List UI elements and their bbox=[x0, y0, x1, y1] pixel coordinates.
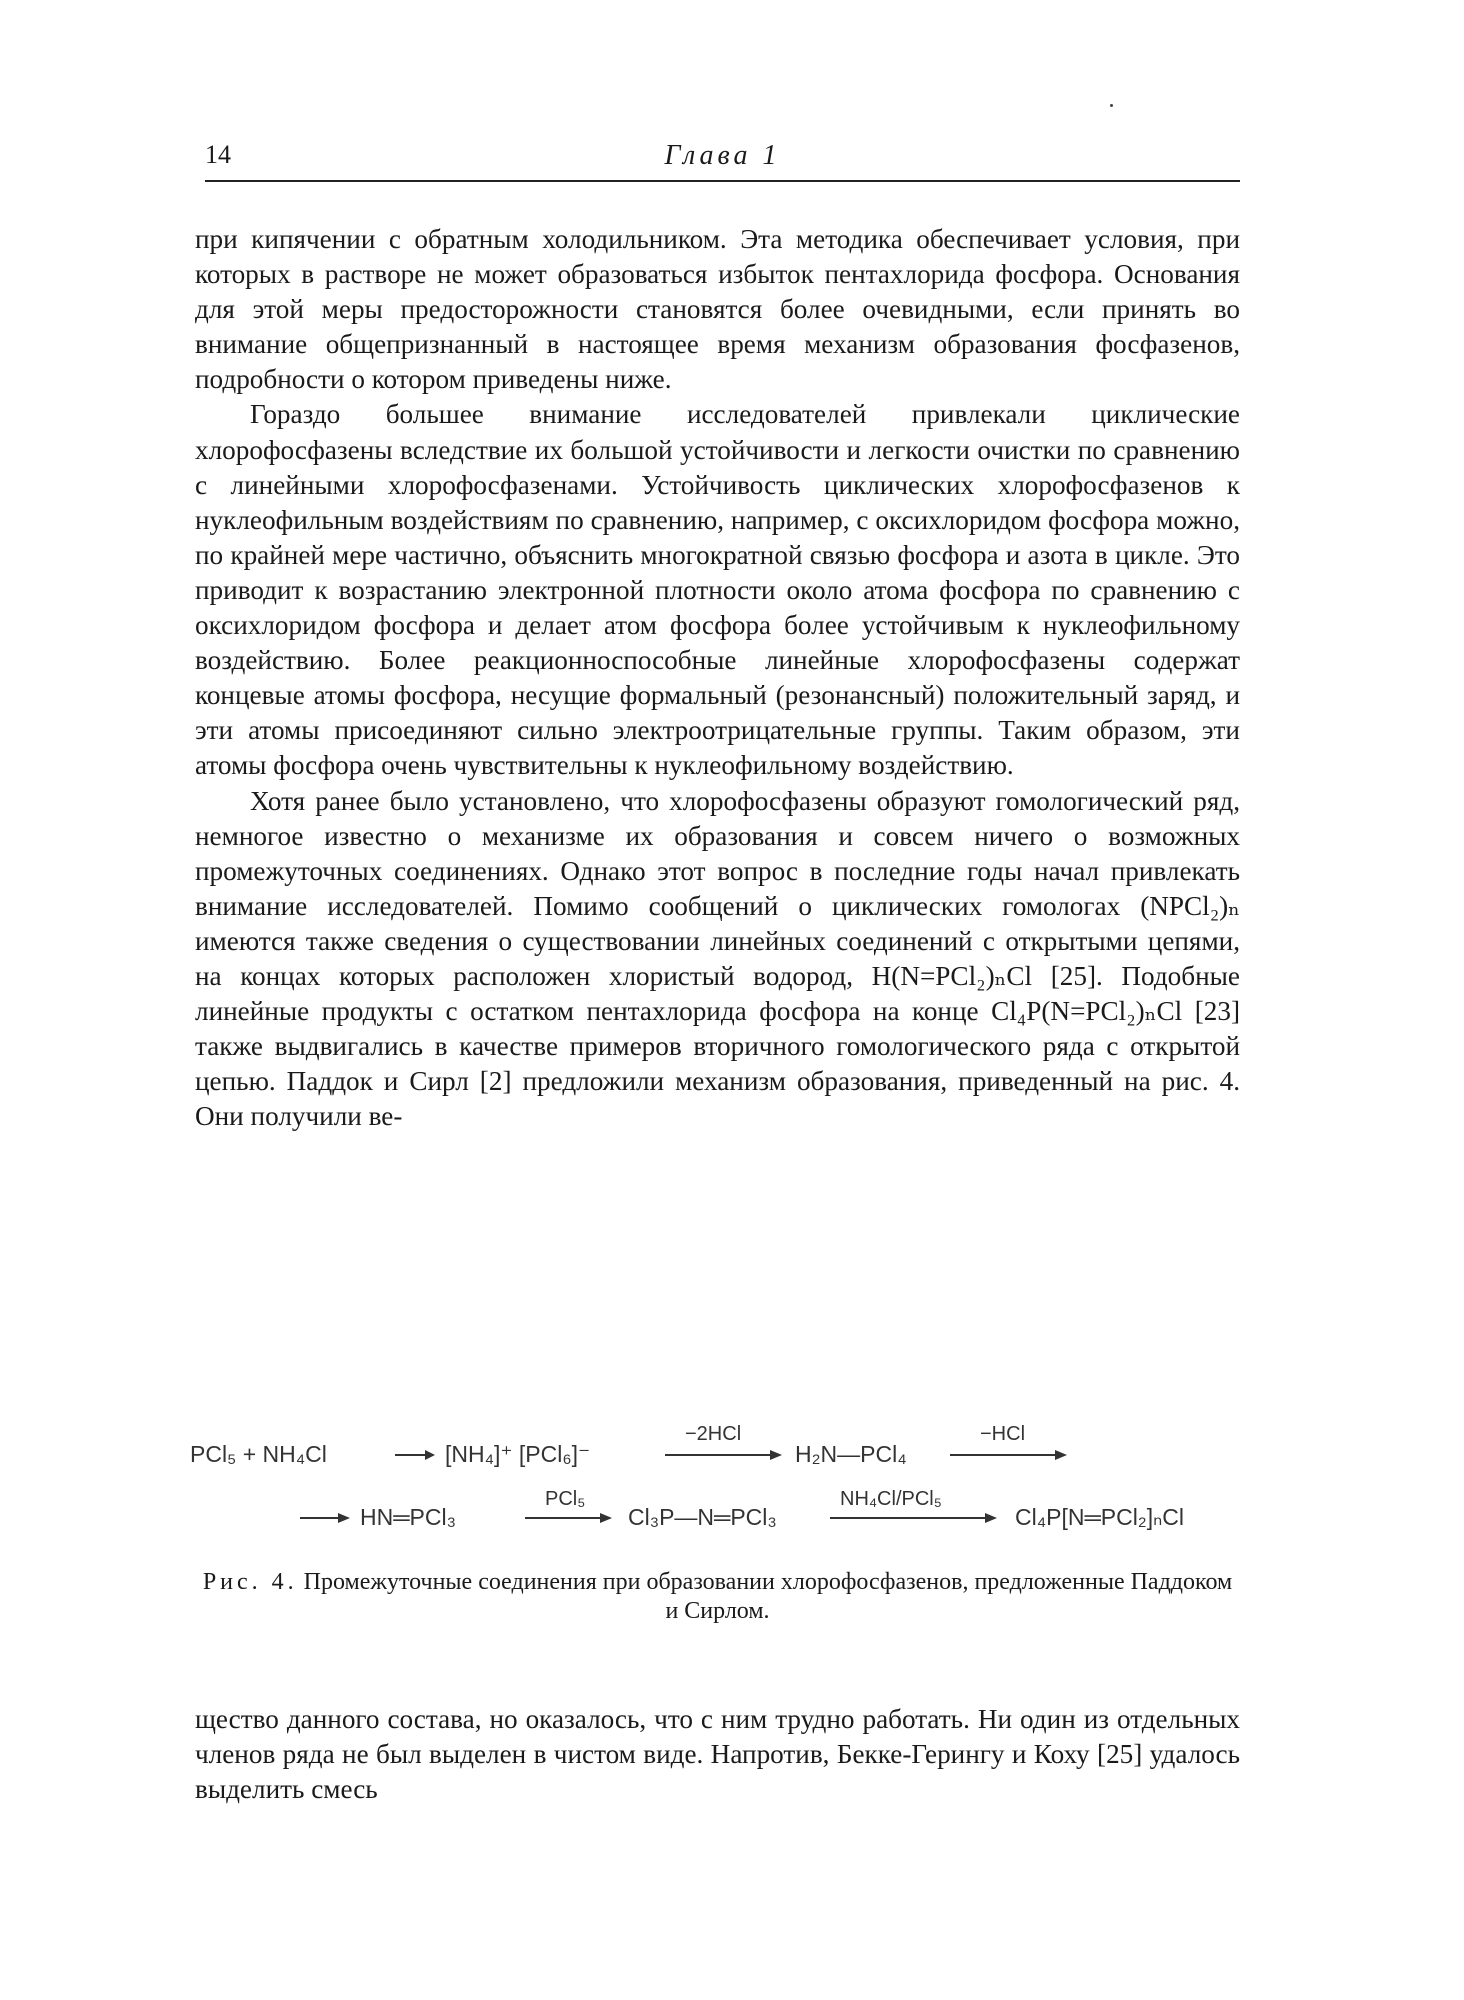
page-number: 14 bbox=[205, 140, 231, 169]
reactants: PCl₅ + NH₄Cl bbox=[190, 1441, 327, 1467]
arrow-label-pcl5: PCl₅ bbox=[545, 1488, 586, 1510]
paragraph-3: Хотя ранее было установлено, что хлорофосфазены образуют гомологический ряд, немногое известно о механизме их образования и совсем ничего о возможных промежуточных соединениях. Однако этот вопрос в последние годы начал привлекать внимание исследователей. Помимо сообщений о циклических гомологах (NPCl₂)ₙ имеются также сведения о существовании линейных соединений с открытыми цепями, на концах которых расположен хлористый водород, H(N=PCl₂)ₙCl [25]. Подобные линейные продукты с остатком пентахлорида фосфора на конце Cl₄P(N=PCl₂)ₙCl [23] также выдвигались в качестве примеров вторичного гомологического ряда с открытой цепью. Паддок и Сирл [2] предложили механизм образования, приведенный на рис. 4. Они получили ве- bbox=[195, 785, 1240, 1132]
paragraph-1: при кипячении с обратным холодильником. Эта методика обеспечивает условия, при которых в растворе не может образоваться избыток пентахлорида фосфора. Основания для этой меры предосторожности становятся более очевидными, если принять во внимание общепризнанный в настоящее время механизм образования фосфазенов, подробности о котором приведены ниже. bbox=[195, 224, 1240, 395]
arrow-label-minus-2hcl: −2HCl bbox=[685, 1423, 742, 1445]
chapter-title: Глава 1 bbox=[664, 140, 781, 171]
formula-cyclic: (NPCl₂)ₙ bbox=[1140, 890, 1240, 921]
figure-caption bbox=[195, 1568, 1240, 1626]
arrow-label-nh4cl-pcl5: NH₄Cl/PCl₅ bbox=[840, 1488, 942, 1510]
iminophosphorane: HN═PCl₃ bbox=[360, 1504, 456, 1530]
arrow-icon bbox=[525, 1513, 612, 1523]
figure-label: Рис. 4. bbox=[202, 1569, 298, 1595]
linear-dimer: Cl₃P—N═PCl₃ bbox=[628, 1504, 777, 1530]
salt-intermediate: [NH₄]⁺ [PCl₆]⁻ bbox=[445, 1441, 591, 1467]
arrow-label-minus-hcl: −HCl bbox=[980, 1423, 1026, 1445]
arrow-icon bbox=[300, 1513, 350, 1523]
arrow-icon bbox=[830, 1513, 997, 1523]
formula-linear-hcl: H(N=PCl₂)ₙCl bbox=[871, 960, 1033, 991]
paragraph-2: Гораздо большее внимание исследователей привлекали циклические хлорофосфазены вследствие их большой устойчивости и легкости очистки по сравнению с линейными хлорофосфазенами. Устойчивость циклических хлорофосфазенов к нуклеофильным воздействиям по сравнению, например, с оксихлоридом фосфора можно, по крайней мере частично, объяснить многократной связью фосфора и азота в цикле. Это приводит к возрастанию электронной плотности около атома фосфора по сравнению с оксихлоридом фосфора и делает атом фосфора более устойчивым к нуклеофильному воздействию. Более реакционноспособные линейные хлорофосфазены содержат концевые атомы фосфора, несущие формальный (резонансный) положительный заряд, и эти атомы присоединяют сильно электроотрицательные группы. Таким образом, эти атомы фосфора очень чувствительны к нуклеофильному воздействию. bbox=[195, 399, 1240, 781]
arrow-icon bbox=[395, 1450, 435, 1460]
arrow-icon bbox=[950, 1450, 1067, 1460]
linear-polymer: Cl₄P[N═PCl₂]ₙCl bbox=[1015, 1504, 1185, 1530]
aminophosphorane: H₂N—PCl₄ bbox=[795, 1441, 907, 1467]
scheme-row-2 bbox=[300, 1488, 1184, 1530]
speck bbox=[1110, 104, 1113, 107]
body-text-lower bbox=[195, 1702, 1240, 1807]
paragraph-4: щество данного состава, но оказалось, что с ним трудно работать. Ни один из отдельных членов ряда не был выделен в чистом виде. Напротив, Бекке-Герингу и Коху [25] удалось выделить смесь bbox=[195, 1704, 1240, 1805]
running-header bbox=[205, 140, 1240, 182]
scheme-row-1 bbox=[190, 1423, 1067, 1467]
figure-caption-text: Промежуточные соединения при образовании хлорофосфазенов, предложенные Паддоком и Сирлом. bbox=[303, 1569, 1233, 1624]
arrow-icon bbox=[665, 1450, 782, 1460]
body-text-upper bbox=[195, 222, 1240, 1134]
formula-linear-pcl5: Cl₄P(N=PCl₂)ₙCl bbox=[991, 996, 1183, 1027]
